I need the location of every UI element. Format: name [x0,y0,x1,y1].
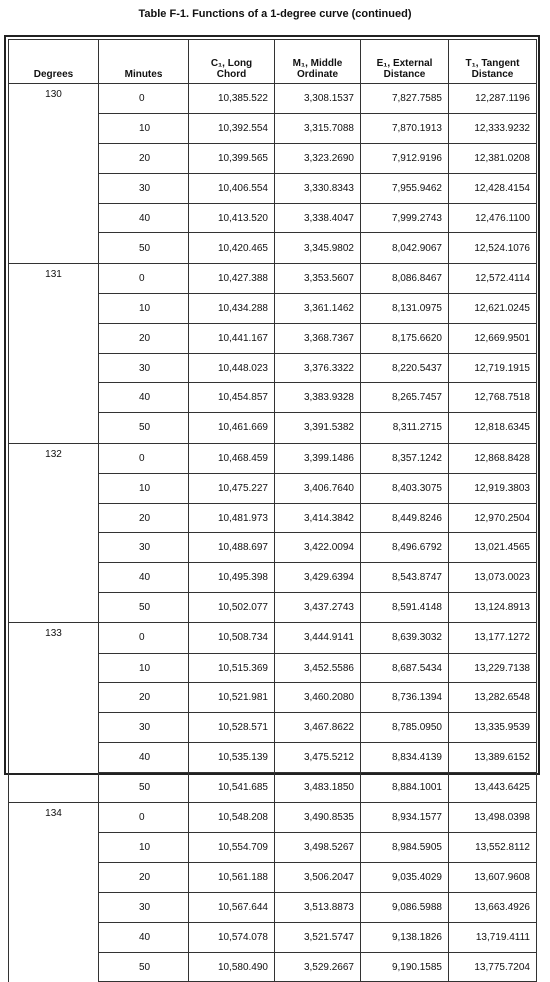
long-chord-cell: 10,461.669 [189,413,275,443]
degrees-cell: 132 [9,443,99,473]
degrees-cell [9,563,99,593]
external-distance-cell: 8,934.1577 [361,803,449,833]
tangent-distance-cell: 13,073.0023 [449,563,537,593]
table-row [9,833,537,863]
degrees-cell [9,683,99,713]
table-row [9,803,537,833]
table-row [9,84,537,114]
minutes-cell: 30 [99,173,189,203]
middle-ordinate-cell: 3,330.8343 [275,173,361,203]
long-chord-cell: 10,441.167 [189,323,275,353]
table-row [9,203,537,233]
table-row [9,323,537,353]
minutes-cell: 20 [99,323,189,353]
long-chord-cell: 10,413.520 [189,203,275,233]
tangent-distance-cell: 12,818.6345 [449,413,537,443]
external-distance-cell: 8,687.5434 [361,653,449,683]
tangent-distance-cell: 13,335.9539 [449,713,537,743]
middle-ordinate-cell: 3,368.7367 [275,323,361,353]
long-chord-cell: 10,535.139 [189,743,275,773]
table-row [9,114,537,144]
minutes-cell: 40 [99,383,189,413]
degrees-cell [9,413,99,443]
middle-ordinate-cell: 3,513.8873 [275,893,361,923]
table-row [9,893,537,923]
external-distance-cell: 8,785.0950 [361,713,449,743]
external-distance-cell: 8,403.3075 [361,473,449,503]
middle-ordinate-cell: 3,506.2047 [275,863,361,893]
degrees-cell: 134 [9,803,99,833]
minutes-cell: 40 [99,743,189,773]
long-chord-cell: 10,392.554 [189,114,275,144]
table-row [9,772,537,802]
table-body [9,84,537,982]
minutes-cell: 10 [99,833,189,863]
long-chord-cell: 10,548.208 [189,803,275,833]
degrees-cell [9,922,99,952]
external-distance-cell: 8,496.6792 [361,533,449,563]
table-row [9,653,537,683]
table-row [9,623,537,653]
degrees-cell [9,772,99,802]
external-distance-cell: 8,086.8467 [361,263,449,293]
minutes-cell: 0 [99,803,189,833]
middle-ordinate-cell: 3,383.9328 [275,383,361,413]
middle-ordinate-cell: 3,406.7640 [275,473,361,503]
minutes-cell: 10 [99,653,189,683]
long-chord-cell: 10,554.709 [189,833,275,863]
external-distance-cell: 8,543.8747 [361,563,449,593]
table-row [9,503,537,533]
table-row [9,593,537,623]
tangent-distance-cell: 13,498.0398 [449,803,537,833]
middle-ordinate-cell: 3,422.0094 [275,533,361,563]
external-distance-cell: 7,827.7585 [361,84,449,114]
middle-ordinate-cell: 3,429.6394 [275,563,361,593]
tangent-distance-cell: 13,719.4111 [449,922,537,952]
table-row [9,263,537,293]
external-distance-cell: 7,912.9196 [361,144,449,174]
degrees-cell [9,383,99,413]
external-distance-cell: 9,035.4029 [361,863,449,893]
table-row [9,533,537,563]
table-row [9,713,537,743]
minutes-cell: 0 [99,443,189,473]
long-chord-cell: 10,468.459 [189,443,275,473]
middle-ordinate-cell: 3,361.1462 [275,294,361,324]
tangent-distance-cell: 13,177.1272 [449,623,537,653]
external-distance-cell: 8,834.4139 [361,743,449,773]
long-chord-cell: 10,521.981 [189,683,275,713]
minutes-cell: 50 [99,233,189,263]
middle-ordinate-cell: 3,391.5382 [275,413,361,443]
external-distance-cell: 7,955.9462 [361,173,449,203]
minutes-cell: 20 [99,144,189,174]
middle-ordinate-cell: 3,460.2080 [275,683,361,713]
external-distance-cell: 9,086.5988 [361,893,449,923]
degrees-cell [9,952,99,982]
tangent-distance-cell: 13,389.6152 [449,743,537,773]
minutes-cell: 40 [99,203,189,233]
tangent-distance-cell: 12,768.7518 [449,383,537,413]
long-chord-cell: 10,528.571 [189,713,275,743]
degrees-cell [9,833,99,863]
tangent-distance-cell: 12,572.4114 [449,263,537,293]
degrees-cell [9,713,99,743]
tangent-distance-cell: 12,476.1100 [449,203,537,233]
middle-ordinate-cell: 3,338.4047 [275,203,361,233]
minutes-cell: 40 [99,563,189,593]
degrees-cell [9,593,99,623]
middle-ordinate-cell: 3,475.5212 [275,743,361,773]
degrees-cell [9,893,99,923]
header-long-chord: C₁, Long Chord [189,40,275,84]
external-distance-cell: 8,449.8246 [361,503,449,533]
long-chord-cell: 10,488.697 [189,533,275,563]
long-chord-cell: 10,567.644 [189,893,275,923]
degrees-cell [9,173,99,203]
tangent-distance-cell: 12,919.3803 [449,473,537,503]
external-distance-cell: 9,138.1826 [361,922,449,952]
minutes-cell: 10 [99,114,189,144]
table-row [9,173,537,203]
tangent-distance-cell: 13,663.4926 [449,893,537,923]
table-row [9,952,537,982]
minutes-cell: 20 [99,863,189,893]
long-chord-cell: 10,574.078 [189,922,275,952]
header-minutes: Minutes [99,40,189,84]
header-row [9,40,537,84]
table-row [9,413,537,443]
degrees-cell [9,503,99,533]
header-external-distance: E₁, External Distance [361,40,449,84]
degrees-cell [9,203,99,233]
minutes-cell: 10 [99,473,189,503]
external-distance-cell: 7,870.1913 [361,114,449,144]
external-distance-cell: 9,190.1585 [361,952,449,982]
middle-ordinate-cell: 3,490.8535 [275,803,361,833]
minutes-cell: 0 [99,84,189,114]
long-chord-cell: 10,495.398 [189,563,275,593]
middle-ordinate-cell: 3,437.2743 [275,593,361,623]
tangent-distance-cell: 13,021.4565 [449,533,537,563]
tangent-distance-cell: 12,970.2504 [449,503,537,533]
table-title: Table F-1. Functions of a 1-degree curve (continued) [138,8,412,20]
middle-ordinate-cell: 3,399.1486 [275,443,361,473]
external-distance-cell: 8,984.5905 [361,833,449,863]
external-distance-cell: 8,042.9067 [361,233,449,263]
header-middle-ordinate: M₁, Middle Ordinate [275,40,361,84]
long-chord-cell: 10,448.023 [189,353,275,383]
tangent-distance-cell: 13,443.6425 [449,772,537,802]
tangent-distance-cell: 12,287.1196 [449,84,537,114]
middle-ordinate-cell: 3,414.3842 [275,503,361,533]
table-row [9,233,537,263]
minutes-cell: 30 [99,713,189,743]
external-distance-cell: 8,311.2715 [361,413,449,443]
curve-functions-table [8,39,537,982]
table-row [9,473,537,503]
table-row [9,863,537,893]
header-tangent-distance: T₁, Tangent Distance [449,40,537,84]
minutes-cell: 0 [99,263,189,293]
tangent-distance-cell: 12,621.0245 [449,294,537,324]
tangent-distance-cell: 12,719.1915 [449,353,537,383]
tangent-distance-cell: 13,229.7138 [449,653,537,683]
external-distance-cell: 8,736.1394 [361,683,449,713]
minutes-cell: 30 [99,353,189,383]
long-chord-cell: 10,427.388 [189,263,275,293]
degrees-cell [9,653,99,683]
minutes-cell: 50 [99,772,189,802]
middle-ordinate-cell: 3,529.2667 [275,952,361,982]
long-chord-cell: 10,561.188 [189,863,275,893]
tangent-distance-cell: 13,775.7204 [449,952,537,982]
table-row [9,922,537,952]
degrees-cell [9,114,99,144]
table-row [9,383,537,413]
external-distance-cell: 8,175.6620 [361,323,449,353]
minutes-cell: 50 [99,952,189,982]
long-chord-cell: 10,580.490 [189,952,275,982]
degrees-cell [9,863,99,893]
long-chord-cell: 10,454.857 [189,383,275,413]
table-row [9,563,537,593]
minutes-cell: 30 [99,893,189,923]
long-chord-cell: 10,475.227 [189,473,275,503]
long-chord-cell: 10,508.734 [189,623,275,653]
long-chord-cell: 10,502.077 [189,593,275,623]
external-distance-cell: 8,591.4148 [361,593,449,623]
degrees-cell [9,294,99,324]
external-distance-cell: 8,220.5437 [361,353,449,383]
middle-ordinate-cell: 3,452.5586 [275,653,361,683]
tangent-distance-cell: 12,333.9232 [449,114,537,144]
minutes-cell: 20 [99,683,189,713]
long-chord-cell: 10,399.565 [189,144,275,174]
minutes-cell: 0 [99,623,189,653]
header-degrees: Degrees [9,40,99,84]
table-row [9,443,537,473]
degrees-cell [9,353,99,383]
external-distance-cell: 7,999.2743 [361,203,449,233]
long-chord-cell: 10,515.369 [189,653,275,683]
tangent-distance-cell: 12,524.1076 [449,233,537,263]
table-row [9,683,537,713]
table-row [9,144,537,174]
tangent-distance-cell: 13,552.8112 [449,833,537,863]
middle-ordinate-cell: 3,467.8622 [275,713,361,743]
long-chord-cell: 10,541.685 [189,772,275,802]
tangent-distance-cell: 12,868.8428 [449,443,537,473]
minutes-cell: 30 [99,533,189,563]
long-chord-cell: 10,481.973 [189,503,275,533]
external-distance-cell: 8,131.0975 [361,294,449,324]
table-row [9,743,537,773]
middle-ordinate-cell: 3,444.9141 [275,623,361,653]
long-chord-cell: 10,406.554 [189,173,275,203]
minutes-cell: 50 [99,593,189,623]
table-row [9,294,537,324]
degrees-cell [9,233,99,263]
middle-ordinate-cell: 3,498.5267 [275,833,361,863]
middle-ordinate-cell: 3,323.2690 [275,144,361,174]
middle-ordinate-cell: 3,353.5607 [275,263,361,293]
middle-ordinate-cell: 3,308.1537 [275,84,361,114]
tangent-distance-cell: 13,124.8913 [449,593,537,623]
external-distance-cell: 8,639.3032 [361,623,449,653]
degrees-cell: 130 [9,84,99,114]
middle-ordinate-cell: 3,376.3322 [275,353,361,383]
degrees-cell: 133 [9,623,99,653]
middle-ordinate-cell: 3,345.9802 [275,233,361,263]
middle-ordinate-cell: 3,315.7088 [275,114,361,144]
minutes-cell: 10 [99,294,189,324]
minutes-cell: 50 [99,413,189,443]
long-chord-cell: 10,385.522 [189,84,275,114]
table-row [9,353,537,383]
external-distance-cell: 8,265.7457 [361,383,449,413]
tangent-distance-cell: 12,428.4154 [449,173,537,203]
degrees-cell [9,144,99,174]
degrees-cell [9,743,99,773]
degrees-cell [9,533,99,563]
minutes-cell: 40 [99,922,189,952]
long-chord-cell: 10,420.465 [189,233,275,263]
minutes-cell: 20 [99,503,189,533]
degrees-cell [9,323,99,353]
long-chord-cell: 10,434.288 [189,294,275,324]
degrees-cell [9,473,99,503]
external-distance-cell: 8,884.1001 [361,772,449,802]
middle-ordinate-cell: 3,483.1850 [275,772,361,802]
middle-ordinate-cell: 3,521.5747 [275,922,361,952]
tangent-distance-cell: 13,282.6548 [449,683,537,713]
tangent-distance-cell: 12,381.0208 [449,144,537,174]
tangent-distance-cell: 13,607.9608 [449,863,537,893]
external-distance-cell: 8,357.1242 [361,443,449,473]
tangent-distance-cell: 12,669.9501 [449,323,537,353]
degrees-cell: 131 [9,263,99,293]
